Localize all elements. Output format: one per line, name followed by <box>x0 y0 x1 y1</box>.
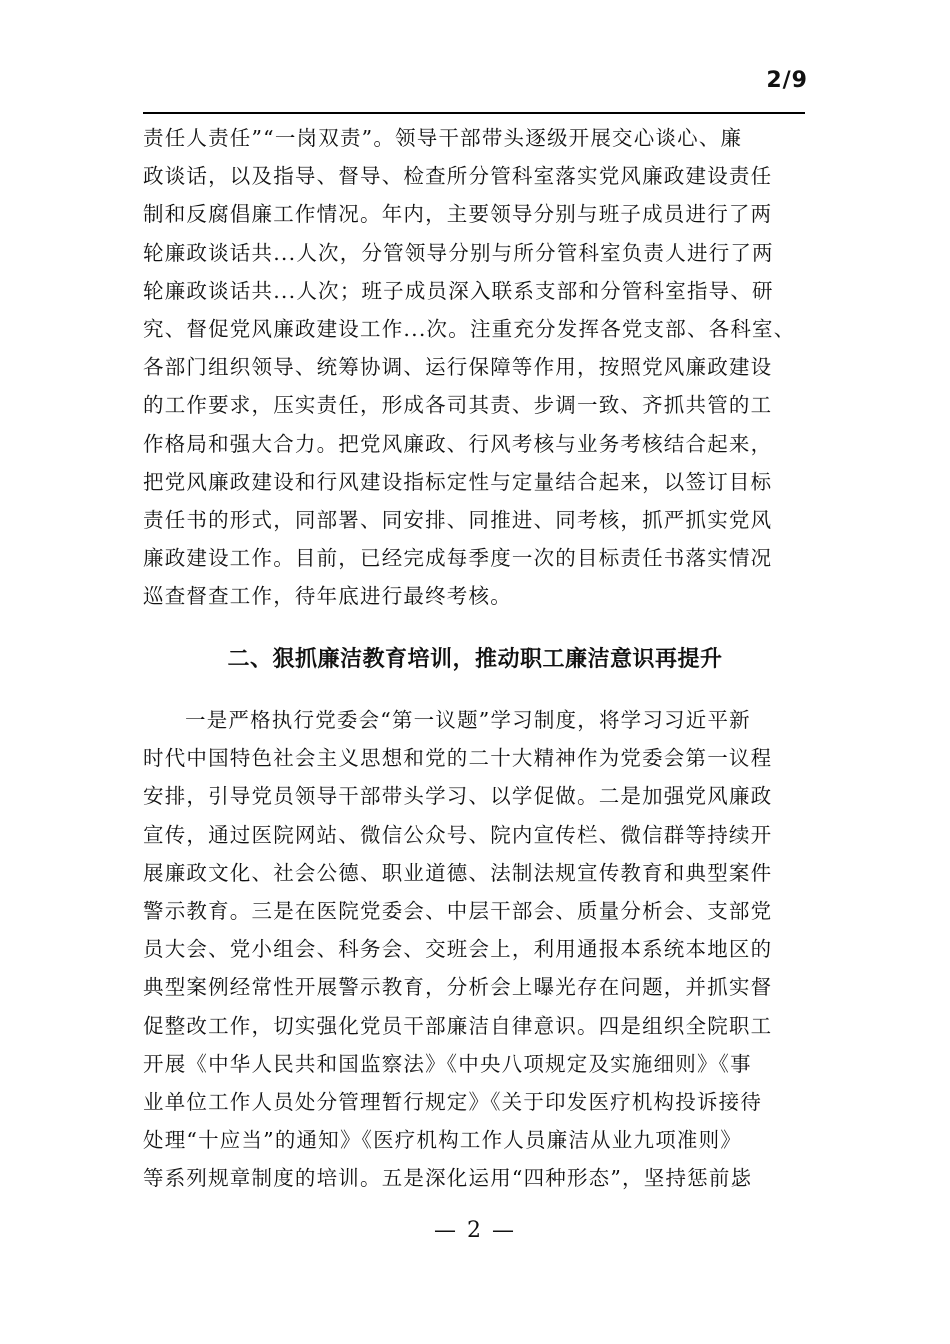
paragraph-line: 责任人责任”“一岗双责”。领导干部带头逐级开展交心谈心、廉 <box>143 126 743 150</box>
paragraph-line: 把党风廉政建设和行风建设指标定性与定量结合起来，以签订目标 <box>143 469 773 494</box>
paragraph-line: 等系列规章制度的培训。五是深化运用“四种形态”，坚持惩前毖 <box>143 1166 753 1191</box>
paragraph-line: 展廉政文化、社会公德、职业道德、法制法规宣传教育和典型案件 <box>143 860 773 885</box>
paragraph-line: 的工作要求，压实责任，形成各司其责、步调一致、齐抓共管的工 <box>143 393 773 418</box>
paragraph-line: 制和反腐倡廉工作情况。年内，主要领导分别与班子成员进行了两 <box>143 202 773 227</box>
paragraph-line: 作格局和强大合力。把党风廉政、行风考核与业务考核结合起来， <box>143 431 773 456</box>
paragraph-line: 政谈话，以及指导、督导、检查所分管科室落实党风廉政建设责任 <box>143 164 773 189</box>
paragraph-line: 宣传，通过医院网站、微信公众号、院内宣传栏、微信群等持续开 <box>143 822 773 847</box>
paragraph-line: 巡查督查工作，待年底进行最终考核。 <box>143 584 512 609</box>
paragraph-line: 责任书的形式，同部署、同安排、同推进、同考核，抓严抓实党风 <box>143 507 773 532</box>
paragraph-line: 轮廉政谈话共...人次，分管领导分别与所分管科室负责人进行了两 <box>143 240 774 265</box>
paragraph-line: 究、督促党风廉政建设工作...次。注重充分发挥各党支部、各科室、 <box>143 316 796 341</box>
paragraph-1 <box>143 119 807 615</box>
paragraph-line: 安排，引导党员领导干部带头学习、以学促做。二是加强党风廉政 <box>143 784 773 809</box>
paragraph-line: 典型案例经常性开展警示教育，分析会上曝光存在问题，并抓实督 <box>143 975 773 1000</box>
paragraph-line: 促整改工作，切实强化党员干部廉洁自律意识。四是组织全院职工 <box>143 1013 773 1038</box>
paragraph-line: 各部门组织领导、统筹协调、运行保障等作用，按照党风廉政建设 <box>143 355 773 380</box>
paragraph-line: 一是严格执行党委会“第一议题”学习制度，将学习习近平新 <box>185 708 751 732</box>
paragraph-line: 警示教育。三是在医院党委会、中层干部会、质量分析会、支部党 <box>143 898 773 923</box>
paragraph-line: 时代中国特色社会主义思想和党的二十大精神作为党委会第一议程 <box>143 746 773 771</box>
paragraph-line: 廉政建设工作。目前，已经完成每季度一次的目标责任书落实情况 <box>143 546 773 571</box>
paragraph-line: 轮廉政谈话共...人次；班子成员深入联系支部和分管科室指导、研 <box>143 278 774 303</box>
paragraph-line: 开展《中华人民共和国监察法》《中央八项规定及实施细则》《事 <box>143 1051 752 1076</box>
paragraph-line: 员大会、党小组会、科务会、交班会上，利用通报本系统本地区的 <box>143 937 773 962</box>
section-heading: 二、狠抓廉洁教育培训，推动职工廉洁意识再提升 <box>227 647 723 672</box>
paragraph-line: 处理“十应当”的通知》《医疗机构工作人员廉洁从业九项准则》 <box>143 1128 743 1153</box>
paragraph-2 <box>143 701 807 1197</box>
paragraph-line: 业单位工作人员处分管理暂行规定》《关于印发医疗机构投诉接待 <box>143 1089 763 1114</box>
page-number-footer: — 2 — <box>434 1218 516 1243</box>
header-rule <box>143 112 805 114</box>
page-counter: 2/9 <box>766 68 808 93</box>
